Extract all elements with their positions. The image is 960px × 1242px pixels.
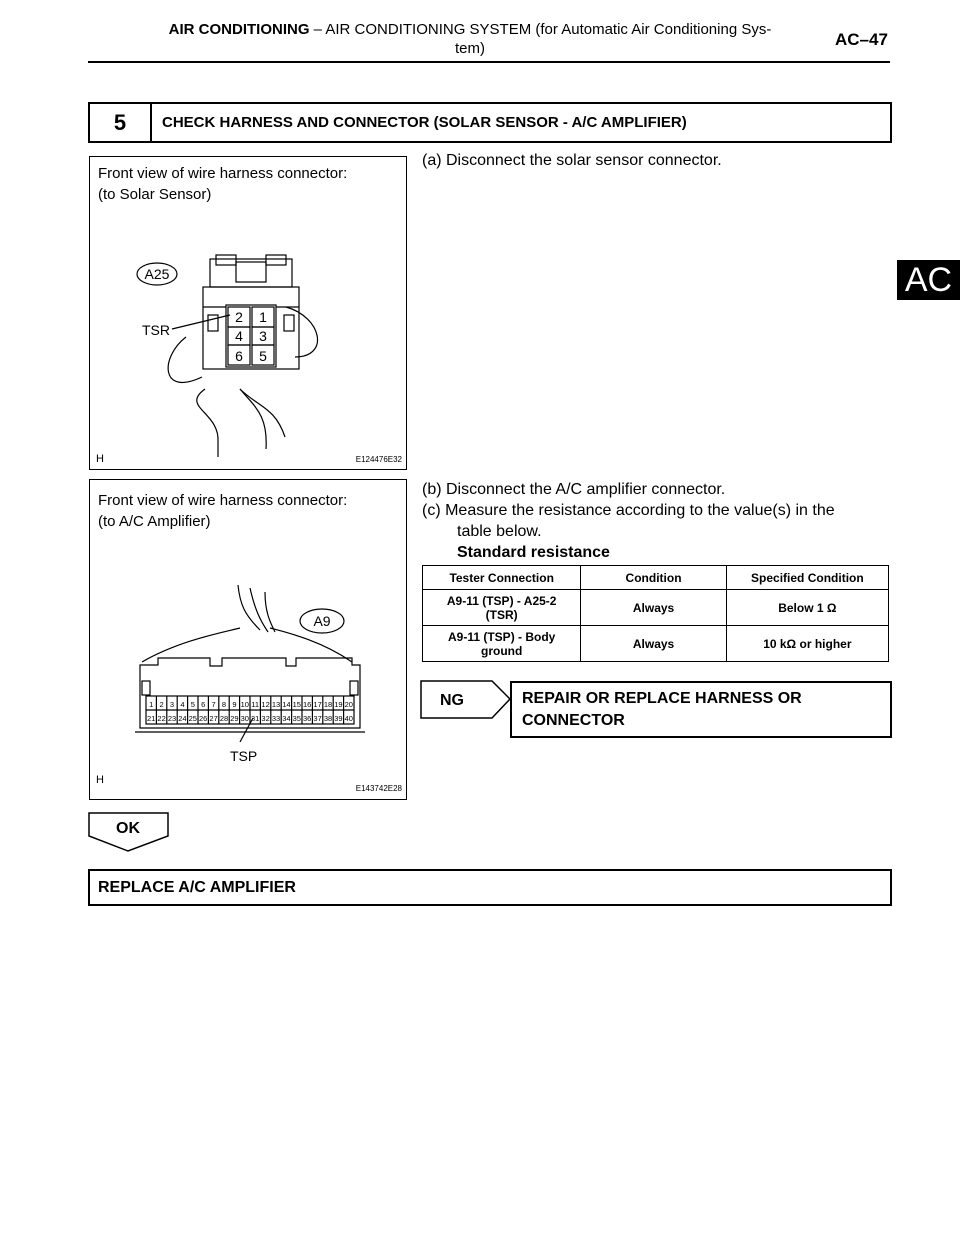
amplifier-pin-label: 5 (190, 700, 195, 709)
ng-action-line1: REPAIR OR REPLACE HARNESS OR (522, 690, 802, 707)
column-header: Specified Condition (726, 566, 888, 590)
amplifier-pin-label: 39 (334, 714, 343, 723)
amplifier-pin-label: 22 (157, 714, 166, 723)
table-cell-condition: Always (581, 626, 726, 662)
table-header-row (423, 566, 889, 590)
amplifier-pin-label: 18 (323, 700, 333, 709)
connector-label-a9: A9 (313, 613, 331, 629)
ok-action-box (88, 869, 892, 906)
amplifier-pin-label: 14 (282, 700, 291, 709)
header-dash: – (309, 21, 326, 38)
amplifier-pin-label: 16 (303, 700, 312, 709)
amplifier-pin-label: 32 (261, 714, 270, 723)
amplifier-pin-label: 6 (201, 700, 206, 709)
amplifier-pin-label: 37 (313, 714, 322, 723)
amplifier-pin-label: 27 (209, 714, 218, 723)
figure1-id: E124476E32 (355, 455, 402, 464)
connection-line1: A9-11 (TSP) - Body (448, 629, 556, 644)
amplifier-pin-label: 17 (313, 700, 322, 709)
amplifier-pin-label: 12 (261, 700, 270, 709)
amplifier-pin-label: 40 (344, 714, 353, 723)
amplifier-pin-label: 21 (147, 714, 156, 723)
instruction-b: (b) Disconnect the A/C amplifier connector. (422, 481, 726, 498)
amplifier-pin-label: 36 (303, 714, 312, 723)
amplifier-pin-label: 15 (292, 700, 301, 709)
column-header: Tester Connection (423, 566, 581, 590)
amplifier-pin-label: 13 (271, 700, 281, 709)
table-cell-connection (423, 590, 581, 626)
section-tab: AC (897, 260, 960, 300)
figure2-caption-line1: Front view of wire harness connector: (98, 492, 348, 509)
amplifier-pin-label: 24 (178, 714, 187, 723)
header-subtitle-2: tem) (455, 40, 485, 57)
pin-3: 3 (259, 328, 267, 344)
amplifier-pin-label: 33 (271, 714, 281, 723)
table-cell-condition: Always (581, 590, 726, 626)
table-row (423, 626, 889, 662)
amplifier-pin-label: 34 (282, 714, 291, 723)
pin-6: 6 (235, 348, 243, 364)
header-subtitle-1: AIR CONDITIONING SYSTEM (for Automatic Air Conditioning Sys- (325, 21, 772, 38)
page-header-title (120, 20, 820, 58)
amplifier-pin-label: 28 (219, 714, 229, 723)
table-row (423, 590, 889, 626)
ng-action-text (522, 688, 802, 732)
amplifier-pin-label: 3 (169, 700, 175, 709)
ok-label: OK (116, 820, 140, 837)
amplifier-pin-label: 31 (251, 714, 260, 723)
resistance-table (422, 565, 889, 662)
step-number: 5 (90, 104, 152, 141)
instruction-a: (a) Disconnect the solar sensor connector. (422, 152, 722, 169)
table-cell-spec: 10 kΩ or higher (726, 626, 888, 662)
instruction-c-line2: table below. (457, 523, 542, 540)
standard-resistance-heading: Standard resistance (457, 544, 610, 561)
amplifier-pin-label: 8 (221, 700, 227, 709)
pin-1: 1 (259, 309, 267, 325)
ng-label: NG (440, 692, 464, 709)
amplifier-pin-label: 9 (232, 700, 237, 709)
amplifier-pin-label: 23 (167, 714, 177, 723)
step-title: CHECK HARNESS AND CONNECTOR (SOLAR SENSOR - A/C AMPLIFIER) (162, 114, 687, 131)
connection-line2: (TSR) (485, 607, 518, 622)
amplifier-pin-label: 19 (334, 700, 343, 709)
amplifier-pin-label: 20 (344, 700, 353, 709)
amplifier-pin-label: 35 (292, 714, 301, 723)
pin-label-tsp: TSP (230, 748, 258, 764)
amplifier-pin-label: 4 (180, 700, 185, 709)
figure1-caption-line1: Front view of wire harness connector: (98, 165, 348, 182)
amplifier-pin-label: 26 (199, 714, 208, 723)
header-divider (88, 61, 890, 63)
amplifier-pin-label: 11 (251, 700, 260, 709)
connection-line1: A9-11 (TSP) - A25-2 (446, 593, 557, 608)
amplifier-pin-label: 29 (230, 714, 239, 723)
figure1-corner-mark: H (96, 453, 104, 465)
figure2-caption-line2: (to A/C Amplifier) (98, 513, 211, 530)
amplifier-pin-label: 30 (240, 714, 249, 723)
table-cell-spec: Below 1 Ω (726, 590, 888, 626)
amplifier-pin-label: 38 (323, 714, 333, 723)
amplifier-pin-label: 10 (240, 700, 249, 709)
connector-label-a25: A25 (144, 266, 170, 282)
step-header (88, 102, 892, 143)
ng-arrow (420, 680, 512, 720)
pin-5: 5 (259, 348, 267, 364)
figure-solar-sensor-connector (89, 156, 407, 470)
amplifier-pin-label: 1 (149, 700, 154, 709)
figure2-corner-mark: H (96, 774, 104, 786)
solar-sensor-connector-drawing (90, 157, 406, 469)
ac-amplifier-connector-drawing (90, 480, 406, 799)
section-name: AIR CONDITIONING (168, 21, 310, 38)
amplifier-pin-label: 25 (188, 714, 197, 723)
figure-ac-amplifier-connector (89, 479, 407, 800)
ng-action-box (510, 681, 892, 738)
ok-arrow (88, 812, 170, 852)
pin-4: 4 (235, 328, 243, 344)
figure2-id: E143742E28 (355, 784, 402, 793)
pin-label-tsr: TSR (142, 322, 170, 338)
amplifier-pin-label: 2 (159, 700, 164, 709)
ng-action-line2: CONNECTOR (522, 712, 625, 729)
instruction-c-line1: (c) Measure the resistance according to the value(s) in the (422, 502, 835, 519)
ok-action-text: REPLACE A/C AMPLIFIER (98, 879, 296, 896)
amplifier-pin-label: 7 (211, 700, 216, 709)
pin-2: 2 (235, 309, 243, 325)
page-number: AC–47 (835, 30, 888, 49)
table-cell-connection (423, 626, 581, 662)
figure1-caption-line2: (to Solar Sensor) (98, 186, 212, 203)
connection-line2: ground (481, 643, 523, 658)
column-header: Condition (581, 566, 726, 590)
